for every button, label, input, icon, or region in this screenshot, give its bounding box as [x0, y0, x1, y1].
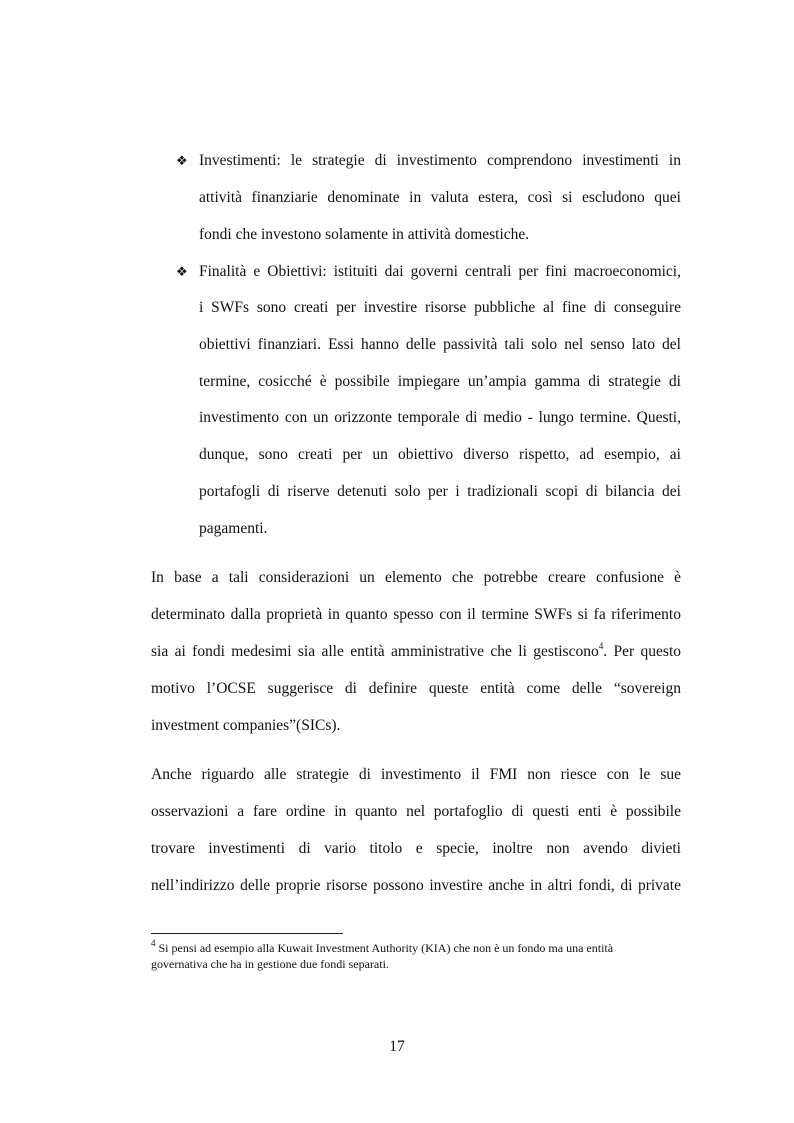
bullet-2-line-1: Finalità e Obiettivi: istituiti dai governi centrali per fini macroeconomici, — [199, 263, 681, 280]
paragraph-1-line-3-end: . Per questo — [603, 643, 681, 660]
footnote-line-1 — [151, 938, 614, 955]
paragraph-2-line-4: nell’indirizzo delle proprie risorse possono investire anche in altri fondi, di private — [151, 877, 681, 894]
bullet-2-line-4: termine, cosicché è possibile impiegare un’ampia gamma di strategie di — [199, 373, 681, 390]
footnote-text-1: Si pensi ad esempio alla Kuwait Investment Authority (KIA) che non è un fondo ma una entità — [155, 941, 614, 955]
paragraph-2-line-1: Anche riguardo alle strategie di investimento il FMI non riesce con le sue — [151, 766, 681, 783]
bullet-2-line-5: investimento con un orizzonte temporale di medio - lungo termine. Questi, — [199, 409, 681, 426]
paragraph-1-line-4: motivo l’OCSE suggerisce di definire queste entità come delle “sovereign — [151, 680, 681, 697]
footnote-reference: 4 — [598, 640, 604, 651]
paragraph-1-line-2: determinato dalla proprietà in quanto spesso con il termine SWFs si fa riferimento — [151, 606, 681, 623]
bullet-1-line-2: attività finanziarie denominate in valuta estera, così si escludono quei — [199, 189, 681, 206]
paragraph-2-line-3: trovare investimenti di vario titolo e specie, inoltre non avendo divieti — [151, 840, 681, 857]
footnote-line-2: governativa che ha in gestione due fondi separati. — [151, 957, 389, 971]
paragraph-1-line-5: investment companies”(SICs). — [151, 717, 341, 734]
diamond-bullet-icon: ❖ — [176, 264, 188, 279]
footnote-separator — [151, 933, 343, 934]
diamond-bullet-icon: ❖ — [176, 153, 188, 168]
page-number: 17 — [389, 1038, 405, 1055]
paragraph-1-line-3 — [151, 642, 681, 662]
bullet-1-line-1: Investimenti: le strategie di investimento comprendono investimenti in — [199, 152, 681, 169]
paragraph-1-line-3-text: sia ai fondi medesimi sia alle entità amministrative che li gestiscono — [151, 643, 599, 660]
bullet-2-line-2: i SWFs sono creati per investire risorse pubbliche al fine di conseguire — [199, 299, 681, 316]
bullet-2-line-7: portafogli di riserve detenuti solo per i tradizionali scopi di bilancia dei — [199, 483, 681, 500]
bullet-2-line-8: pagamenti. — [199, 520, 268, 537]
bullet-2-line-3: obiettivi finanziari. Essi hanno delle passività tali solo nel senso lato del — [199, 336, 681, 353]
footnote-marker: 4 — [151, 938, 156, 948]
paragraph-2-line-2: osservazioni a fare ordine in quanto nel portafoglio di questi enti è possibile — [151, 803, 681, 820]
paragraph-1-line-1: In base a tali considerazioni un elemento che potrebbe creare confusione è — [151, 569, 681, 586]
bullet-1-line-3: fondi che investono solamente in attività domestiche. — [199, 226, 530, 243]
bullet-2-line-6: dunque, sono creati per un obiettivo diverso rispetto, ad esempio, ai — [199, 446, 681, 463]
